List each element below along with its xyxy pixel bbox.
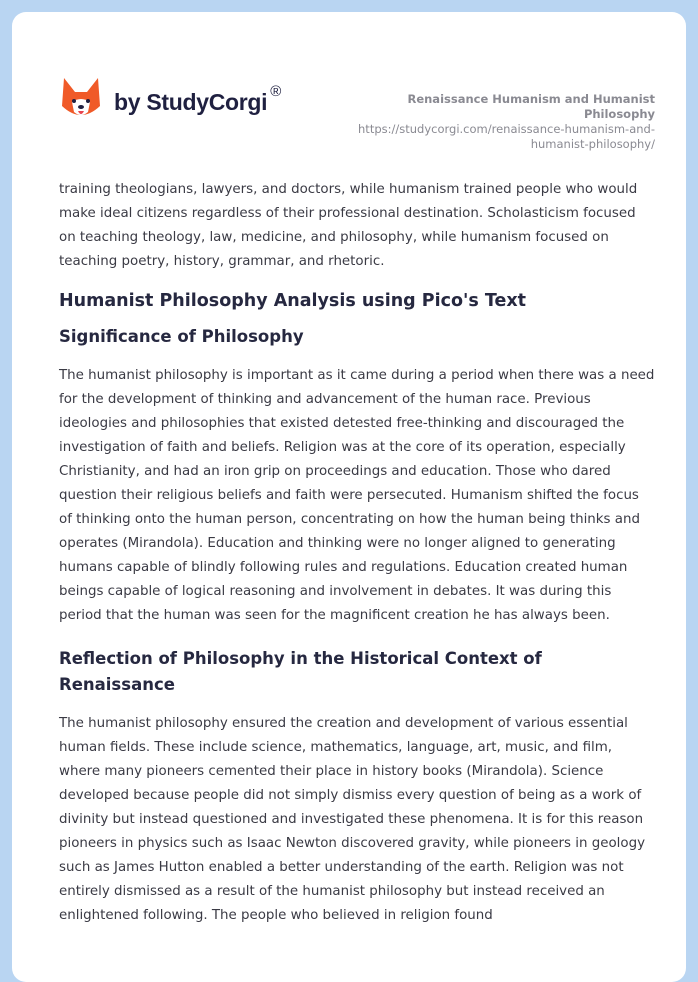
paragraph: training theologians, lawyers, and doctors, while humanism trained people who would make ideal citizens regardless of their professional destination. Scholasticism focused on teaching theology, law, medicine, and philosophy, while humanism focused on teaching poetry, history, grammar, and rhetoric. [59, 182, 638, 269]
subsection-heading: Significance of Philosophy [59, 327, 304, 346]
paragraph: The humanist philosophy ensured the creation and development of various essential human fields. These include science, mathematics, language, art, music, and film, where many pioneers cemented their place in history books (Mirandola). Science developed because people did not simply dismiss every question of being as a work of divinity but instead questioned and investigated these phenomena. It is for this reason pioneers in physics such as Isaac Newton discovered gravity, while pioneers in geology such as James Hutton enabled a better understanding of the earth. Religion was not entirely dismissed as a result of the humanist philosophy but instead received an enlightened following. The people who believed in religion found [59, 716, 646, 923]
subsection-heading: Reflection of Philosophy in the Historical Context of Renaissance [59, 649, 542, 694]
document-url[interactable]: https://studycorgi.com/renaissance-humanism-and-humanist-philosophy/ [358, 122, 655, 151]
studycorgi-logo[interactable] [60, 76, 281, 122]
corgi-icon [60, 76, 102, 122]
paragraph: The humanist philosophy is important as it came during a period when there was a need for the development of thinking and advancement of the human race. Previous ideologies and philosophies that existed detested free-thinking and discouraged the investigation of faith and beliefs. Religion was at the core of its operation, especially Christianity, and had an iron grip on proceedings and education. Those who dared question their religious beliefs and faith were persecuted. Humanism shifted the focus of thinking onto the human person, concentrating on how the human being thinks and operates (Mirandola). Education and thinking were no longer aligned to generating humans capable of blindly following rules and regulations. Education created human beings capable of logical reasoning and involvement in debates. It was during this period that the human was seen for the magnificent creation he has always been. [59, 368, 655, 623]
registered-mark: ® [270, 82, 282, 100]
page-card [12, 12, 686, 982]
document-meta [355, 92, 655, 152]
document-title: Renaissance Humanism and Humanist Philosophy [407, 92, 655, 121]
article-body [59, 178, 655, 942]
section-heading: Humanist Philosophy Analysis using Pico's Text [59, 291, 527, 311]
brand-name: by StudyCorgi ® [114, 82, 282, 115]
